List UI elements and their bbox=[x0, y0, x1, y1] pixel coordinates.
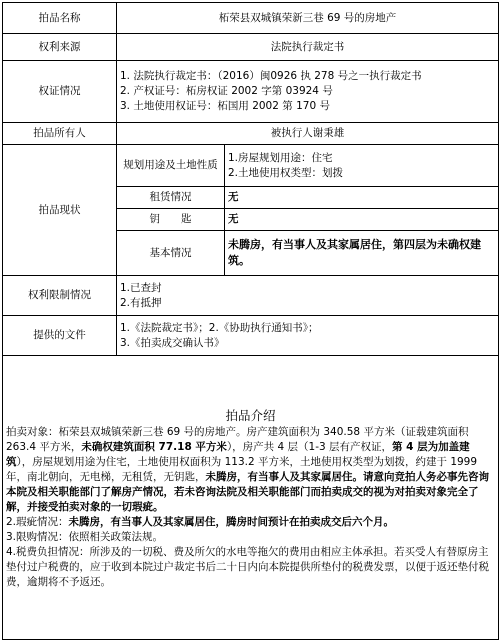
intro-p1-d: 第 4 层为加盖建筑 bbox=[6, 440, 470, 468]
row-restriction bbox=[3, 276, 499, 316]
lease-value: 无 bbox=[225, 187, 499, 209]
row-status-planning bbox=[3, 145, 499, 187]
restriction-line-2: 2.有抵押 bbox=[120, 296, 162, 309]
restriction-label: 权利限制情况 bbox=[3, 276, 117, 316]
row-intro bbox=[3, 356, 499, 640]
item-name-value: 柘荣县双城镇荣新三巷 69 号的房地产 bbox=[117, 3, 499, 34]
row-owner bbox=[3, 123, 499, 145]
lease-label: 租赁情况 bbox=[117, 187, 225, 209]
row-item-name bbox=[3, 3, 499, 34]
owner-label: 拍品所有人 bbox=[3, 123, 117, 145]
intro-title: 拍品介绍 bbox=[225, 407, 276, 423]
documents-value bbox=[117, 316, 499, 356]
intro-paragraph-3: 3.限购情况：依照相关政策法规。 bbox=[6, 530, 164, 543]
documents-label: 提供的文件 bbox=[3, 316, 117, 356]
intro-p2-b: 未腾房，有当事人及其家属居住，腾房时间预计在拍卖成交后六个月。 bbox=[68, 515, 395, 528]
rights-line-1: 1. 法院执行裁定书：（2016）闽0926 执 278 号之一执行裁定书 bbox=[120, 70, 422, 82]
basic-label: 基本情况 bbox=[117, 231, 225, 276]
status-label: 拍品现状 bbox=[3, 145, 117, 276]
planning-line-2: 2.土地使用权类型：划拨 bbox=[228, 166, 344, 179]
restriction-line-1: 1.已查封 bbox=[120, 281, 162, 294]
intro-p1-e: ），房屋规划用途为住宅，土地使用权面积为 113.2 平方米，土地使用权类型为划拨，约建于 1999 年，南北朝向，无电梯，无租赁，无钥匙， bbox=[6, 455, 478, 483]
row-source bbox=[3, 34, 499, 61]
documents-line-1: 1.《法院裁定书》；2.《协助执行通知书》； bbox=[120, 321, 319, 334]
owner-value: 被执行人谢秉雄 bbox=[117, 123, 499, 145]
intro-section bbox=[3, 356, 499, 640]
intro-p1-b: 未确权建筑面积 77.18 平方米 bbox=[81, 440, 227, 453]
intro-p1-a: 拍卖对象：柘荣县双城镇荣新三巷 69 号的房地产。房产建筑面积为 340.58 平方米（证载建筑面积 263.4 平方米， bbox=[6, 425, 469, 453]
source-label: 权利来源 bbox=[3, 34, 117, 61]
row-rights bbox=[3, 61, 499, 123]
auction-info-table bbox=[2, 2, 499, 640]
key-label: 钥 匙 bbox=[117, 209, 225, 231]
key-value: 无 bbox=[225, 209, 499, 231]
documents-line-2: 3.《拍卖成交确认书》 bbox=[120, 336, 225, 349]
rights-line-2: 2. 产权证号：柘房权证 2002 字第 03924 号 bbox=[120, 85, 333, 97]
intro-paragraph-4: 4.税费负担情况：所涉及的一切税、费及所欠的水电等拖欠的费用由相应主体承担。若买受人有替原房主垫付过户税费的，应于收到本院过户裁定书后二十日内向本院提供所垫付的税费发票，以便于返还垫付税费，逾期将不予返还。 bbox=[6, 545, 489, 588]
restriction-value bbox=[117, 276, 499, 316]
intro-p1-c: ），房产共 4 层（1-3 层有产权证， bbox=[226, 440, 393, 453]
basic-value: 未腾房，有当事人及其家属居住，第四层为未确权建筑。 bbox=[225, 231, 499, 276]
intro-paragraph-1 bbox=[6, 425, 495, 515]
planning-label: 规划用途及土地性质 bbox=[117, 145, 225, 187]
rights-value bbox=[117, 61, 499, 123]
intro-paragraph-2 bbox=[6, 515, 495, 530]
row-documents bbox=[3, 316, 499, 356]
planning-line-1: 1.房屋规划用途：住宅 bbox=[228, 151, 333, 164]
intro-p1-f: 未腾房，有当事人及其家属居住。请意向竞拍人务必事先咨询本院及相关职能部门了解房产情况，若未咨询法院及相关职能部门而拍卖成交的视为对拍卖对象完全了解，并接受拍卖对象的一切瑕疵。 bbox=[6, 470, 489, 513]
item-name-label: 拍品名称 bbox=[3, 3, 117, 34]
rights-line-3: 3. 土地使用权证号：柘国用 2002 第 170 号 bbox=[120, 100, 330, 112]
planning-value bbox=[225, 145, 499, 187]
rights-label: 权证情况 bbox=[3, 61, 117, 123]
source-value: 法院执行裁定书 bbox=[117, 34, 499, 61]
intro-p2-a: 2.瑕疵情况： bbox=[6, 515, 69, 528]
